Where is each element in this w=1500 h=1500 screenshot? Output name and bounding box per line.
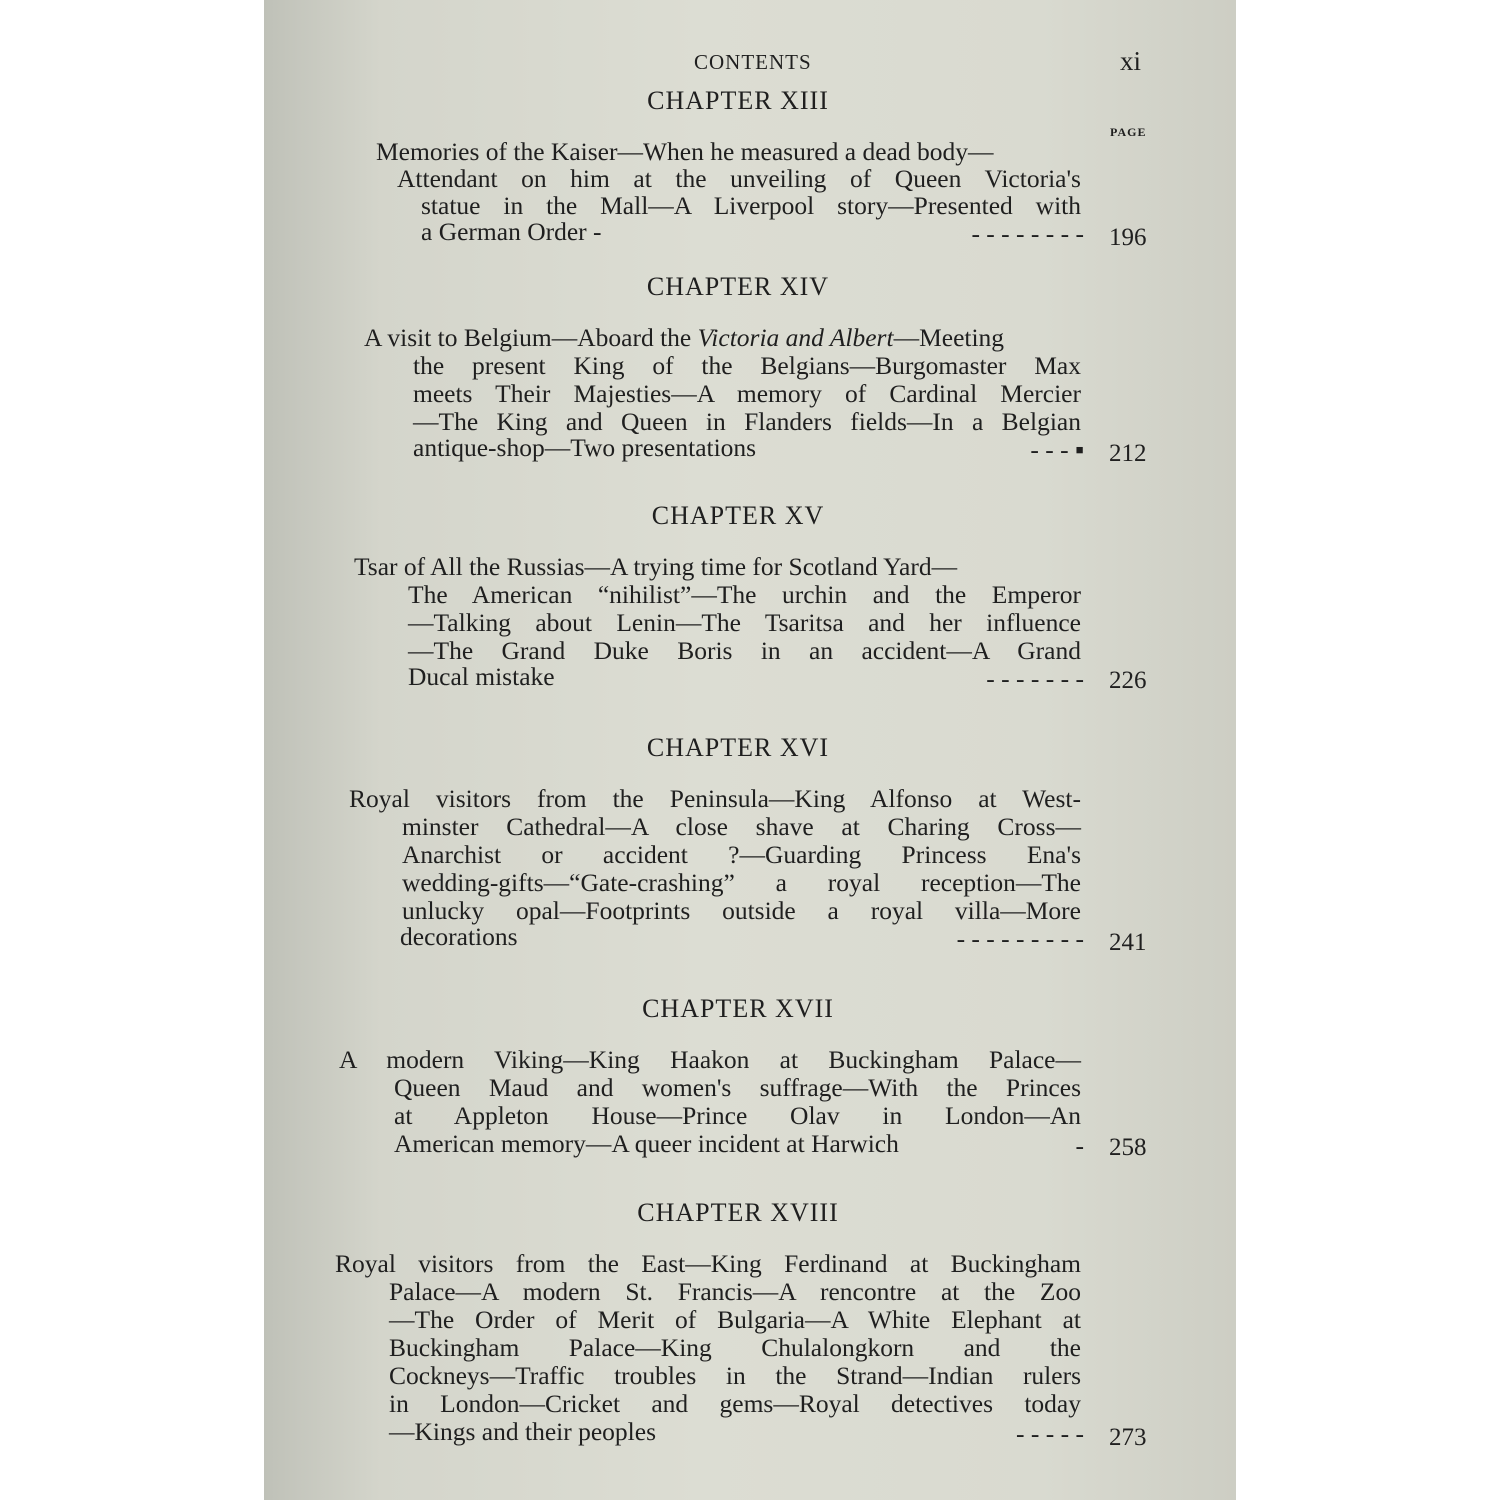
chapter-heading: CHAPTER XIII [647, 86, 829, 115]
summary-line: Palace—A modern St. Francis—A rencontre at the Zoo [389, 1277, 1081, 1306]
summary-line: Buckingham Palace—King Chulalongkorn and the [389, 1333, 1081, 1362]
summary-text: A visit to Belgium—Aboard the [364, 323, 698, 352]
summary-line: Cockneys—Traffic troubles in the Strand—Indian rulers [389, 1361, 1081, 1390]
dot-leader: - - - ▪ [1030, 435, 1084, 464]
summary-line: Memories of the Kaiser—When he measured a dead body— [376, 137, 994, 166]
summary-line: Anarchist or accident ?—Guarding Princess Ena's [402, 840, 1081, 869]
summary-line: decorations [400, 922, 518, 951]
page-number: 241 [1109, 929, 1147, 956]
dot-leader: - - - - - - - [986, 664, 1084, 693]
summary-line: Ducal mistake [408, 662, 555, 691]
summary-line: Tsar of All the Russias—A trying time for Scotland Yard— [354, 552, 958, 581]
summary-line: American memory—A queer incident at Harwich [394, 1129, 899, 1158]
dot-leader: - [1075, 1131, 1084, 1160]
summary-line: wedding-gifts—“Gate-crashing” a royal reception—The [402, 868, 1081, 897]
summary-line: a German Order - [421, 217, 602, 246]
running-head [264, 44, 1236, 78]
dot-leader: - - - - - - - - - [956, 924, 1084, 953]
page-number: 273 [1109, 1424, 1147, 1451]
summary-line: A modern Viking—King Haakon at Buckingham Palace— [339, 1045, 1081, 1074]
summary-line: at Appleton House—Prince Olav in London—An [394, 1101, 1081, 1130]
book-page [264, 0, 1236, 1500]
page-number: 212 [1109, 440, 1147, 467]
chapter-heading: CHAPTER XVI [646, 733, 830, 762]
summary-line [364, 324, 1004, 352]
summary-line: meets Their Majesties—A memory of Cardinal Mercier [413, 379, 1081, 408]
page-number: 226 [1109, 667, 1147, 694]
chapter-heading: CHAPTER XV [651, 501, 825, 530]
summary-line: minster Cathedral—A close shave at Charing Cross— [402, 812, 1081, 841]
dot-leader: - - - - - [1016, 1419, 1084, 1448]
ship-name: Victoria and Albert [697, 323, 894, 352]
chapter-heading: CHAPTER XVIII [637, 1198, 839, 1227]
running-head-title: CONTENTS [694, 50, 812, 74]
summary-line: —The Order of Merit of Bulgaria—A White Elephant at [389, 1305, 1081, 1334]
summary-line: unlucky opal—Footprints outside a royal villa—More [402, 896, 1081, 925]
summary-line: Royal visitors from the Peninsula—King Alfonso at West- [349, 784, 1081, 813]
summary-line: Attendant on him at the unveiling of Queen Victoria's [397, 164, 1081, 193]
summary-line: in London—Cricket and gems—Royal detectives today [389, 1389, 1081, 1418]
dot-leader: - - - - - - - - [971, 219, 1084, 248]
page-number: 196 [1109, 224, 1147, 251]
summary-line: statue in the Mall—A Liverpool story—Presented with [421, 191, 1081, 220]
summary-line: The American “nihilist”—The urchin and the Emperor [408, 580, 1081, 609]
summary-line: antique-shop—Two presentations [413, 433, 757, 462]
page-folio: xi [1120, 46, 1142, 76]
summary-line: —Kings and their peoples [389, 1417, 656, 1446]
summary-line: —Talking about Lenin—The Tsaritsa and her influence [408, 608, 1081, 637]
summary-line: Queen Maud and women's suffrage—With the Princes [394, 1073, 1081, 1102]
chapter-heading: CHAPTER XVII [642, 994, 834, 1023]
chapter-heading: CHAPTER XIV [646, 272, 830, 301]
summary-line: —The Grand Duke Boris in an accident—A Grand [408, 636, 1081, 665]
summary-line: the present King of the Belgians—Burgomaster Max [413, 351, 1081, 380]
page-number: 258 [1109, 1134, 1147, 1161]
summary-text: —Meeting [893, 323, 1005, 352]
summary-line: —The King and Queen in Flanders fields—In a Belgian [413, 407, 1081, 436]
page-column-label: PAGE [1110, 125, 1147, 139]
summary-line: Royal visitors from the East—King Ferdinand at Buckingham [335, 1249, 1081, 1278]
